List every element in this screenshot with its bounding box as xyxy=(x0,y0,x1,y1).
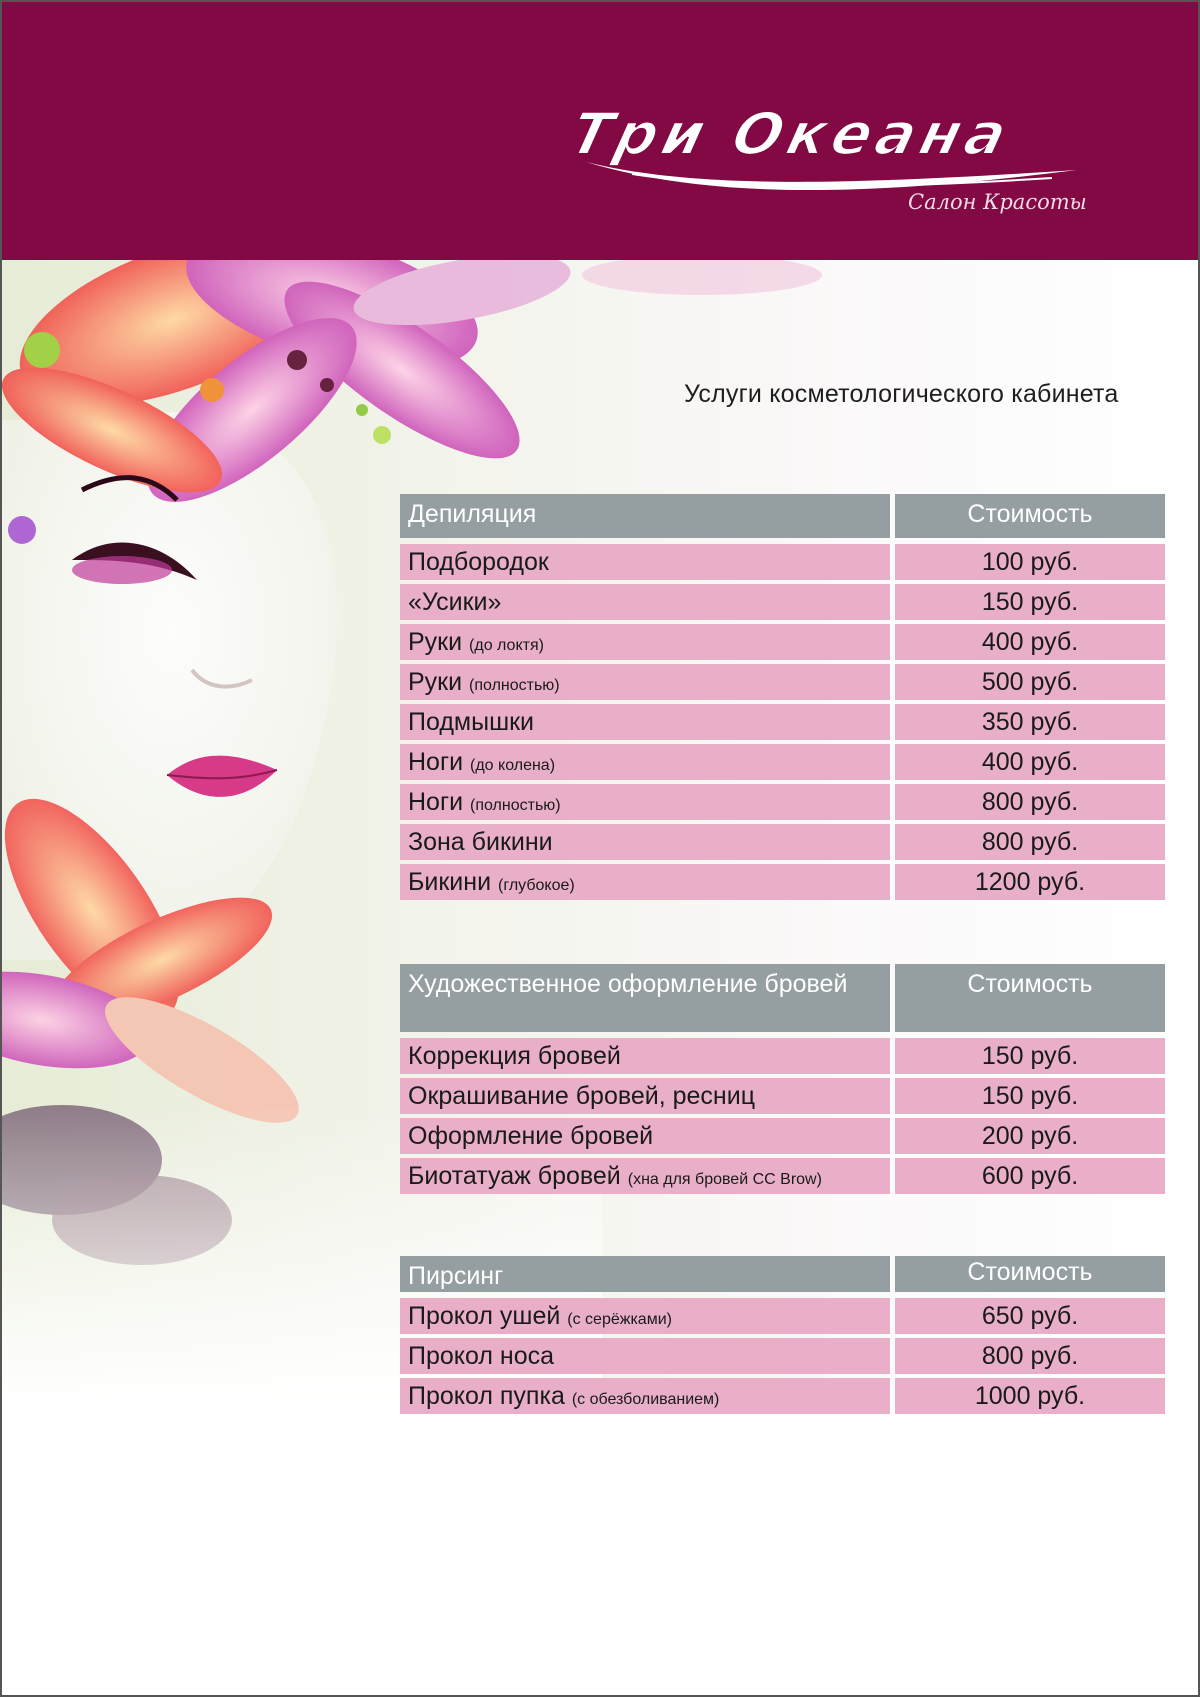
service-label: Руки xyxy=(408,628,463,656)
service-name xyxy=(400,864,890,900)
logo-subtitle: Салон Красоты xyxy=(908,190,1087,214)
service-price: 1200 руб. xyxy=(895,864,1165,900)
service-label: Подмышки xyxy=(408,708,535,736)
service-label: Зона бикини xyxy=(408,828,553,856)
service-note: (полностью) xyxy=(469,677,560,694)
price-row xyxy=(400,824,1165,860)
price-row xyxy=(400,624,1165,660)
price-row xyxy=(400,584,1165,620)
service-note: (полностью) xyxy=(470,797,561,814)
service-price: 500 руб. xyxy=(895,664,1165,700)
service-label: «Усики» xyxy=(408,588,502,616)
service-label: Коррекция бровей xyxy=(408,1042,621,1070)
price-row xyxy=(400,1378,1165,1414)
service-name xyxy=(400,544,890,580)
service-price: 100 руб. xyxy=(895,544,1165,580)
service-price: 800 руб. xyxy=(895,824,1165,860)
service-name xyxy=(400,1378,890,1414)
price-row xyxy=(400,1338,1165,1374)
service-name xyxy=(400,1118,890,1154)
service-label: Прокол пупка xyxy=(408,1382,565,1410)
service-label: Ноги xyxy=(408,748,464,776)
service-name xyxy=(400,824,890,860)
price-row xyxy=(400,544,1165,580)
logo-title: Три Океана xyxy=(563,100,1019,168)
service-name xyxy=(400,1158,890,1194)
service-name xyxy=(400,624,890,660)
price-row xyxy=(400,1078,1165,1114)
section-title: Художественное оформление бровей xyxy=(400,964,890,1032)
service-price: 400 руб. xyxy=(895,744,1165,780)
service-label: Руки xyxy=(408,668,463,696)
service-label: Окрашивание бровей, ресниц xyxy=(408,1082,756,1110)
page-title: Услуги косметологического кабинета xyxy=(684,380,1119,408)
price-row xyxy=(400,1298,1165,1334)
price-row xyxy=(400,864,1165,900)
service-price: 150 руб. xyxy=(895,584,1165,620)
section-header xyxy=(400,1256,1165,1292)
service-price: 200 руб. xyxy=(895,1118,1165,1154)
service-note: (до локтя) xyxy=(469,637,544,654)
section-header xyxy=(400,494,1165,538)
service-name xyxy=(400,664,890,700)
service-price: 800 руб. xyxy=(895,784,1165,820)
section-depilation xyxy=(400,494,1165,904)
service-label: Ноги xyxy=(408,788,464,816)
service-label: Подбородок xyxy=(408,548,549,576)
service-note: (с серёжками) xyxy=(567,1311,672,1328)
section-title: Пирсинг xyxy=(400,1256,890,1292)
salon-logo xyxy=(563,100,1132,230)
service-label: Биотатуаж бровей xyxy=(408,1162,621,1190)
service-label: Прокол ушей xyxy=(408,1302,561,1330)
service-name xyxy=(400,1338,890,1374)
service-note: (хна для бровей CC Brow) xyxy=(627,1171,822,1188)
service-note: (с обезболиванием) xyxy=(571,1391,720,1408)
service-price: 150 руб. xyxy=(895,1078,1165,1114)
header-banner xyxy=(2,2,1198,260)
price-row xyxy=(400,704,1165,740)
section-piercing xyxy=(400,1256,1165,1418)
price-header: Стоимость xyxy=(895,964,1165,1032)
service-price: 1000 руб. xyxy=(895,1378,1165,1414)
service-label: Бикини xyxy=(408,868,492,896)
service-name xyxy=(400,1078,890,1114)
service-price: 650 руб. xyxy=(895,1298,1165,1334)
price-row xyxy=(400,664,1165,700)
service-name xyxy=(400,584,890,620)
service-price: 600 руб. xyxy=(895,1158,1165,1194)
service-price: 400 руб. xyxy=(895,624,1165,660)
service-price: 150 руб. xyxy=(895,1038,1165,1074)
service-price: 350 руб. xyxy=(895,704,1165,740)
service-name xyxy=(400,1298,890,1334)
price-header: Стоимость xyxy=(895,494,1165,538)
price-row xyxy=(400,1038,1165,1074)
service-note: (глубокое) xyxy=(498,877,575,894)
service-name xyxy=(400,784,890,820)
service-name xyxy=(400,704,890,740)
section-eyebrows xyxy=(400,964,1165,1198)
price-header: Стоимость xyxy=(895,1256,1165,1292)
service-name xyxy=(400,744,890,780)
service-price: 800 руб. xyxy=(895,1338,1165,1374)
service-label: Прокол носа xyxy=(408,1342,554,1370)
service-name xyxy=(400,1038,890,1074)
price-row xyxy=(400,744,1165,780)
service-note: (до колена) xyxy=(470,757,556,774)
price-row xyxy=(400,1158,1165,1194)
price-row xyxy=(400,1118,1165,1154)
service-label: Оформление бровей xyxy=(408,1122,654,1150)
section-header xyxy=(400,964,1165,1032)
section-title: Депиляция xyxy=(400,494,890,538)
price-row xyxy=(400,784,1165,820)
